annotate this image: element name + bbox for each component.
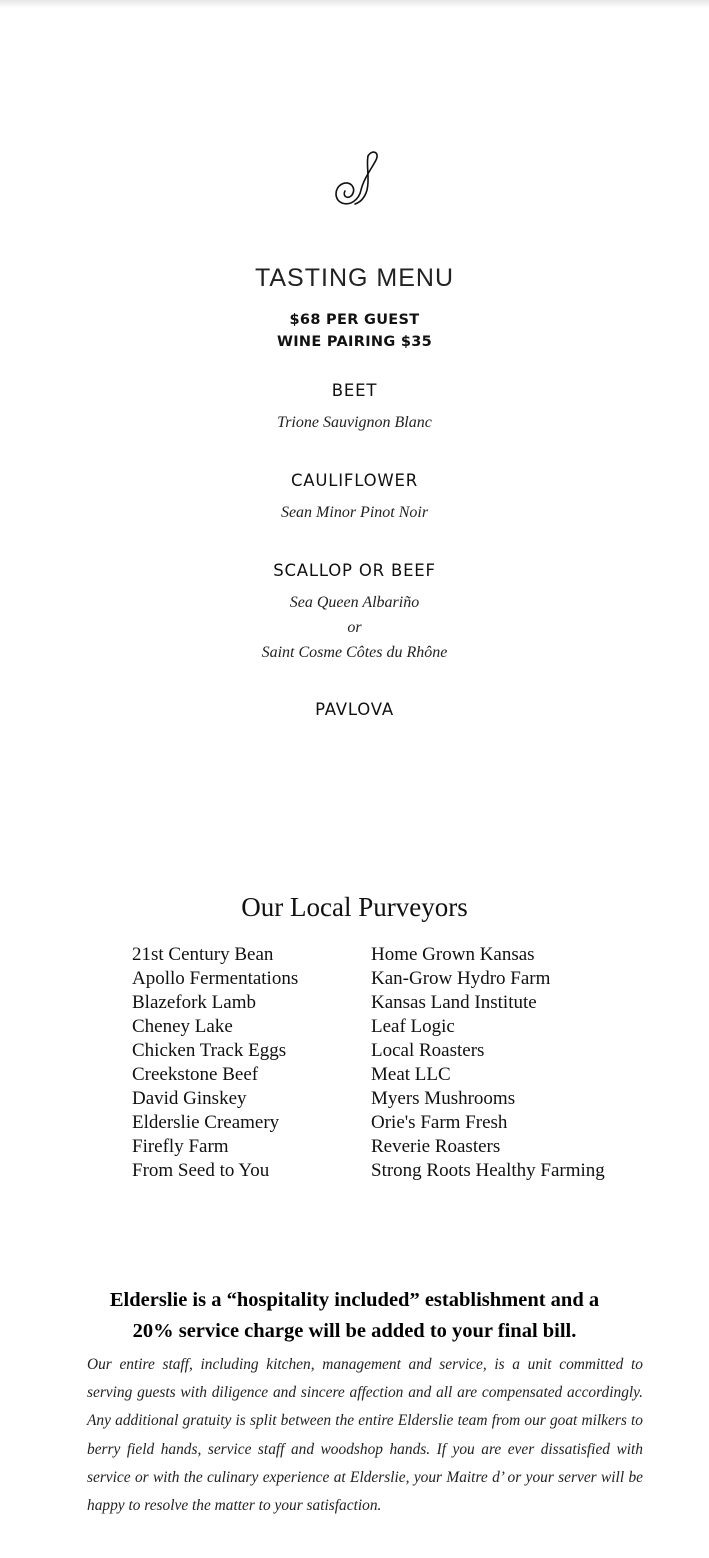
- list-item: Firefly Farm: [132, 1136, 229, 1157]
- purveyors-list-left: [132, 943, 298, 1183]
- gratuity-disclaimer: Our entire staff, including kitchen, management and service, is a unit committed to serving guests with diligence and sincere affection and all are compensated accordingly. Any additional gratuity is split between the entire Elderslie team from our goat milkers to berry field hands, service staff and woodshop hands. If you are ever dissatisfied with service or with the culinary experience at Elderslie, your Maitre d’ or your server will be happy to resolve the matter to your satisfaction.: [87, 1356, 643, 1515]
- service-notice-line2: 20% service charge will be added to your final bill.: [132, 1320, 577, 1342]
- course-name: CAULIFLOWER: [290, 471, 419, 490]
- list-item: 21st Century Bean: [132, 944, 274, 965]
- course-name: SCALLOP OR BEEF: [273, 561, 436, 580]
- price-per-guest: $68 PER GUEST: [289, 312, 420, 328]
- list-item: Elderslie Creamery: [132, 1112, 280, 1133]
- course-pairing: Trione Sauvignon Blanc: [277, 414, 432, 431]
- tasting-menu-title: TASTING MENU: [254, 264, 455, 292]
- list-item: Local Roasters: [371, 1040, 485, 1061]
- purveyors-heading: Our Local Purveyors: [241, 892, 468, 922]
- list-item: Kan-Grow Hydro Farm: [371, 968, 551, 989]
- list-item: Leaf Logic: [371, 1016, 455, 1037]
- list-item: Cheney Lake: [132, 1016, 233, 1037]
- list-item: Reverie Roasters: [371, 1136, 501, 1157]
- course-pairing-alt: Saint Cosme Côtes du Rhône: [261, 644, 448, 661]
- list-item: David Ginskey: [132, 1088, 247, 1109]
- course-pairing: Sea Queen Albariño: [289, 594, 420, 611]
- purveyors-list-right: [371, 943, 605, 1183]
- top-shadow: [0, 0, 709, 8]
- list-item: Meat LLC: [371, 1064, 451, 1085]
- list-item: Apollo Fermentations: [132, 968, 299, 989]
- swirl-logo-icon: [330, 140, 382, 210]
- wine-pairing-price: WINE PAIRING $35: [276, 334, 433, 350]
- list-item: Chicken Track Eggs: [132, 1040, 287, 1061]
- list-item: Orie's Farm Fresh: [371, 1112, 508, 1133]
- course-name: PAVLOVA: [315, 700, 394, 719]
- list-item: Home Grown Kansas: [371, 944, 535, 965]
- pairing-or: or: [347, 619, 362, 636]
- service-notice-line1: Elderslie is a “hospitality included” establishment and a: [109, 1289, 600, 1311]
- list-item: From Seed to You: [132, 1160, 270, 1181]
- course-name: BEET: [331, 381, 378, 400]
- list-item: Myers Mushrooms: [371, 1088, 516, 1109]
- list-item: Blazefork Lamb: [132, 992, 256, 1013]
- list-item: Strong Roots Healthy Farming: [371, 1160, 605, 1181]
- course-pairing: Sean Minor Pinot Noir: [280, 504, 429, 521]
- list-item: Kansas Land Institute: [371, 992, 537, 1013]
- list-item: Creekstone Beef: [132, 1064, 259, 1085]
